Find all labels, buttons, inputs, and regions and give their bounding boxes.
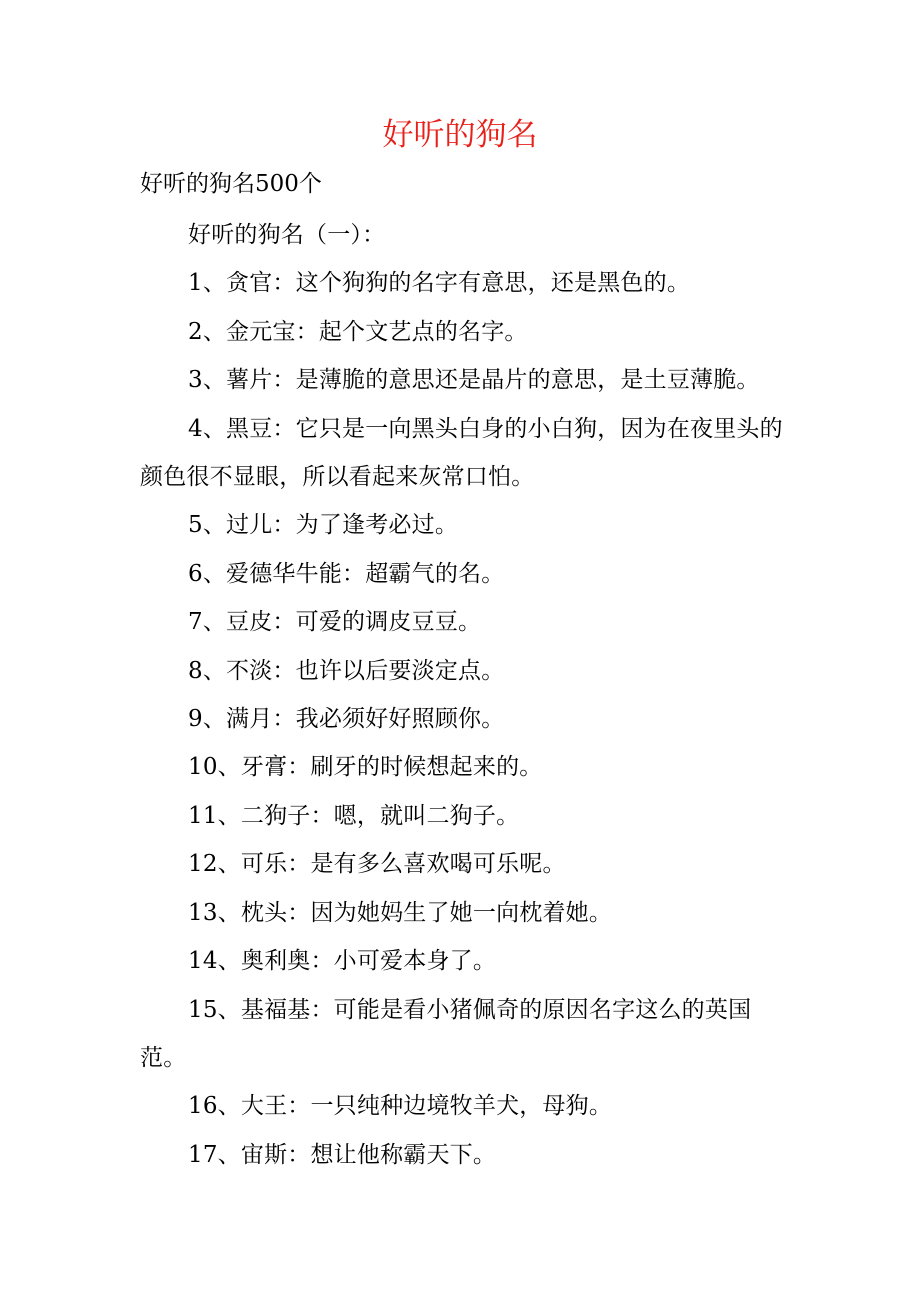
list-item: 10、牙膏：刷牙的时候想起来的。 <box>188 754 543 781</box>
list-item: 2、金元宝：起个文艺点的名字。 <box>188 318 528 345</box>
list-item: 7、豆皮：可爱的调皮豆豆。 <box>188 609 482 636</box>
list-item: 4、黑豆：它只是一向黑头白身的小白狗，因为在夜里头的颜色很不显眼，所以看起来灰常口怕。 <box>140 415 783 491</box>
list-item: 6、爱德华牛能：超霸气的名。 <box>188 560 505 587</box>
list-item: 8、不淡：也许以后要淡定点。 <box>188 657 505 684</box>
list-item: 9、满月：我必须好好照顾你。 <box>188 706 505 733</box>
document-subtitle: 好听的狗名500个 <box>140 171 322 197</box>
document-body <box>140 211 790 1179</box>
list-item: 1、贪官：这个狗狗的名字有意思，还是黑色的。 <box>188 270 691 297</box>
list-item: 3、薯片：是薄脆的意思还是晶片的意思，是土豆薄脆。 <box>188 367 760 394</box>
list-item: 11、二狗子：嗯，就叫二狗子。 <box>188 802 520 829</box>
document-title: 好听的狗名 <box>382 117 538 153</box>
list-item: 5、过儿：为了逢考必过。 <box>188 512 459 539</box>
list-item: 15、基福基：可能是看小猪佩奇的原因名字这么的英国范。 <box>140 996 752 1071</box>
list-item: 16、大王：一只纯种边境牧羊犬，母狗。 <box>188 1093 613 1120</box>
section-heading: 好听的狗名（一）： <box>188 222 386 248</box>
list-item: 17、宙斯：想让他称霸天下。 <box>188 1141 497 1168</box>
list-item: 14、奥利奥：小可爱本身了。 <box>188 948 497 975</box>
list-item: 12、可乐：是有多么喜欢喝可乐呢。 <box>188 851 566 878</box>
list-item: 13、枕头：因为她妈生了她一向枕着她。 <box>188 899 613 926</box>
